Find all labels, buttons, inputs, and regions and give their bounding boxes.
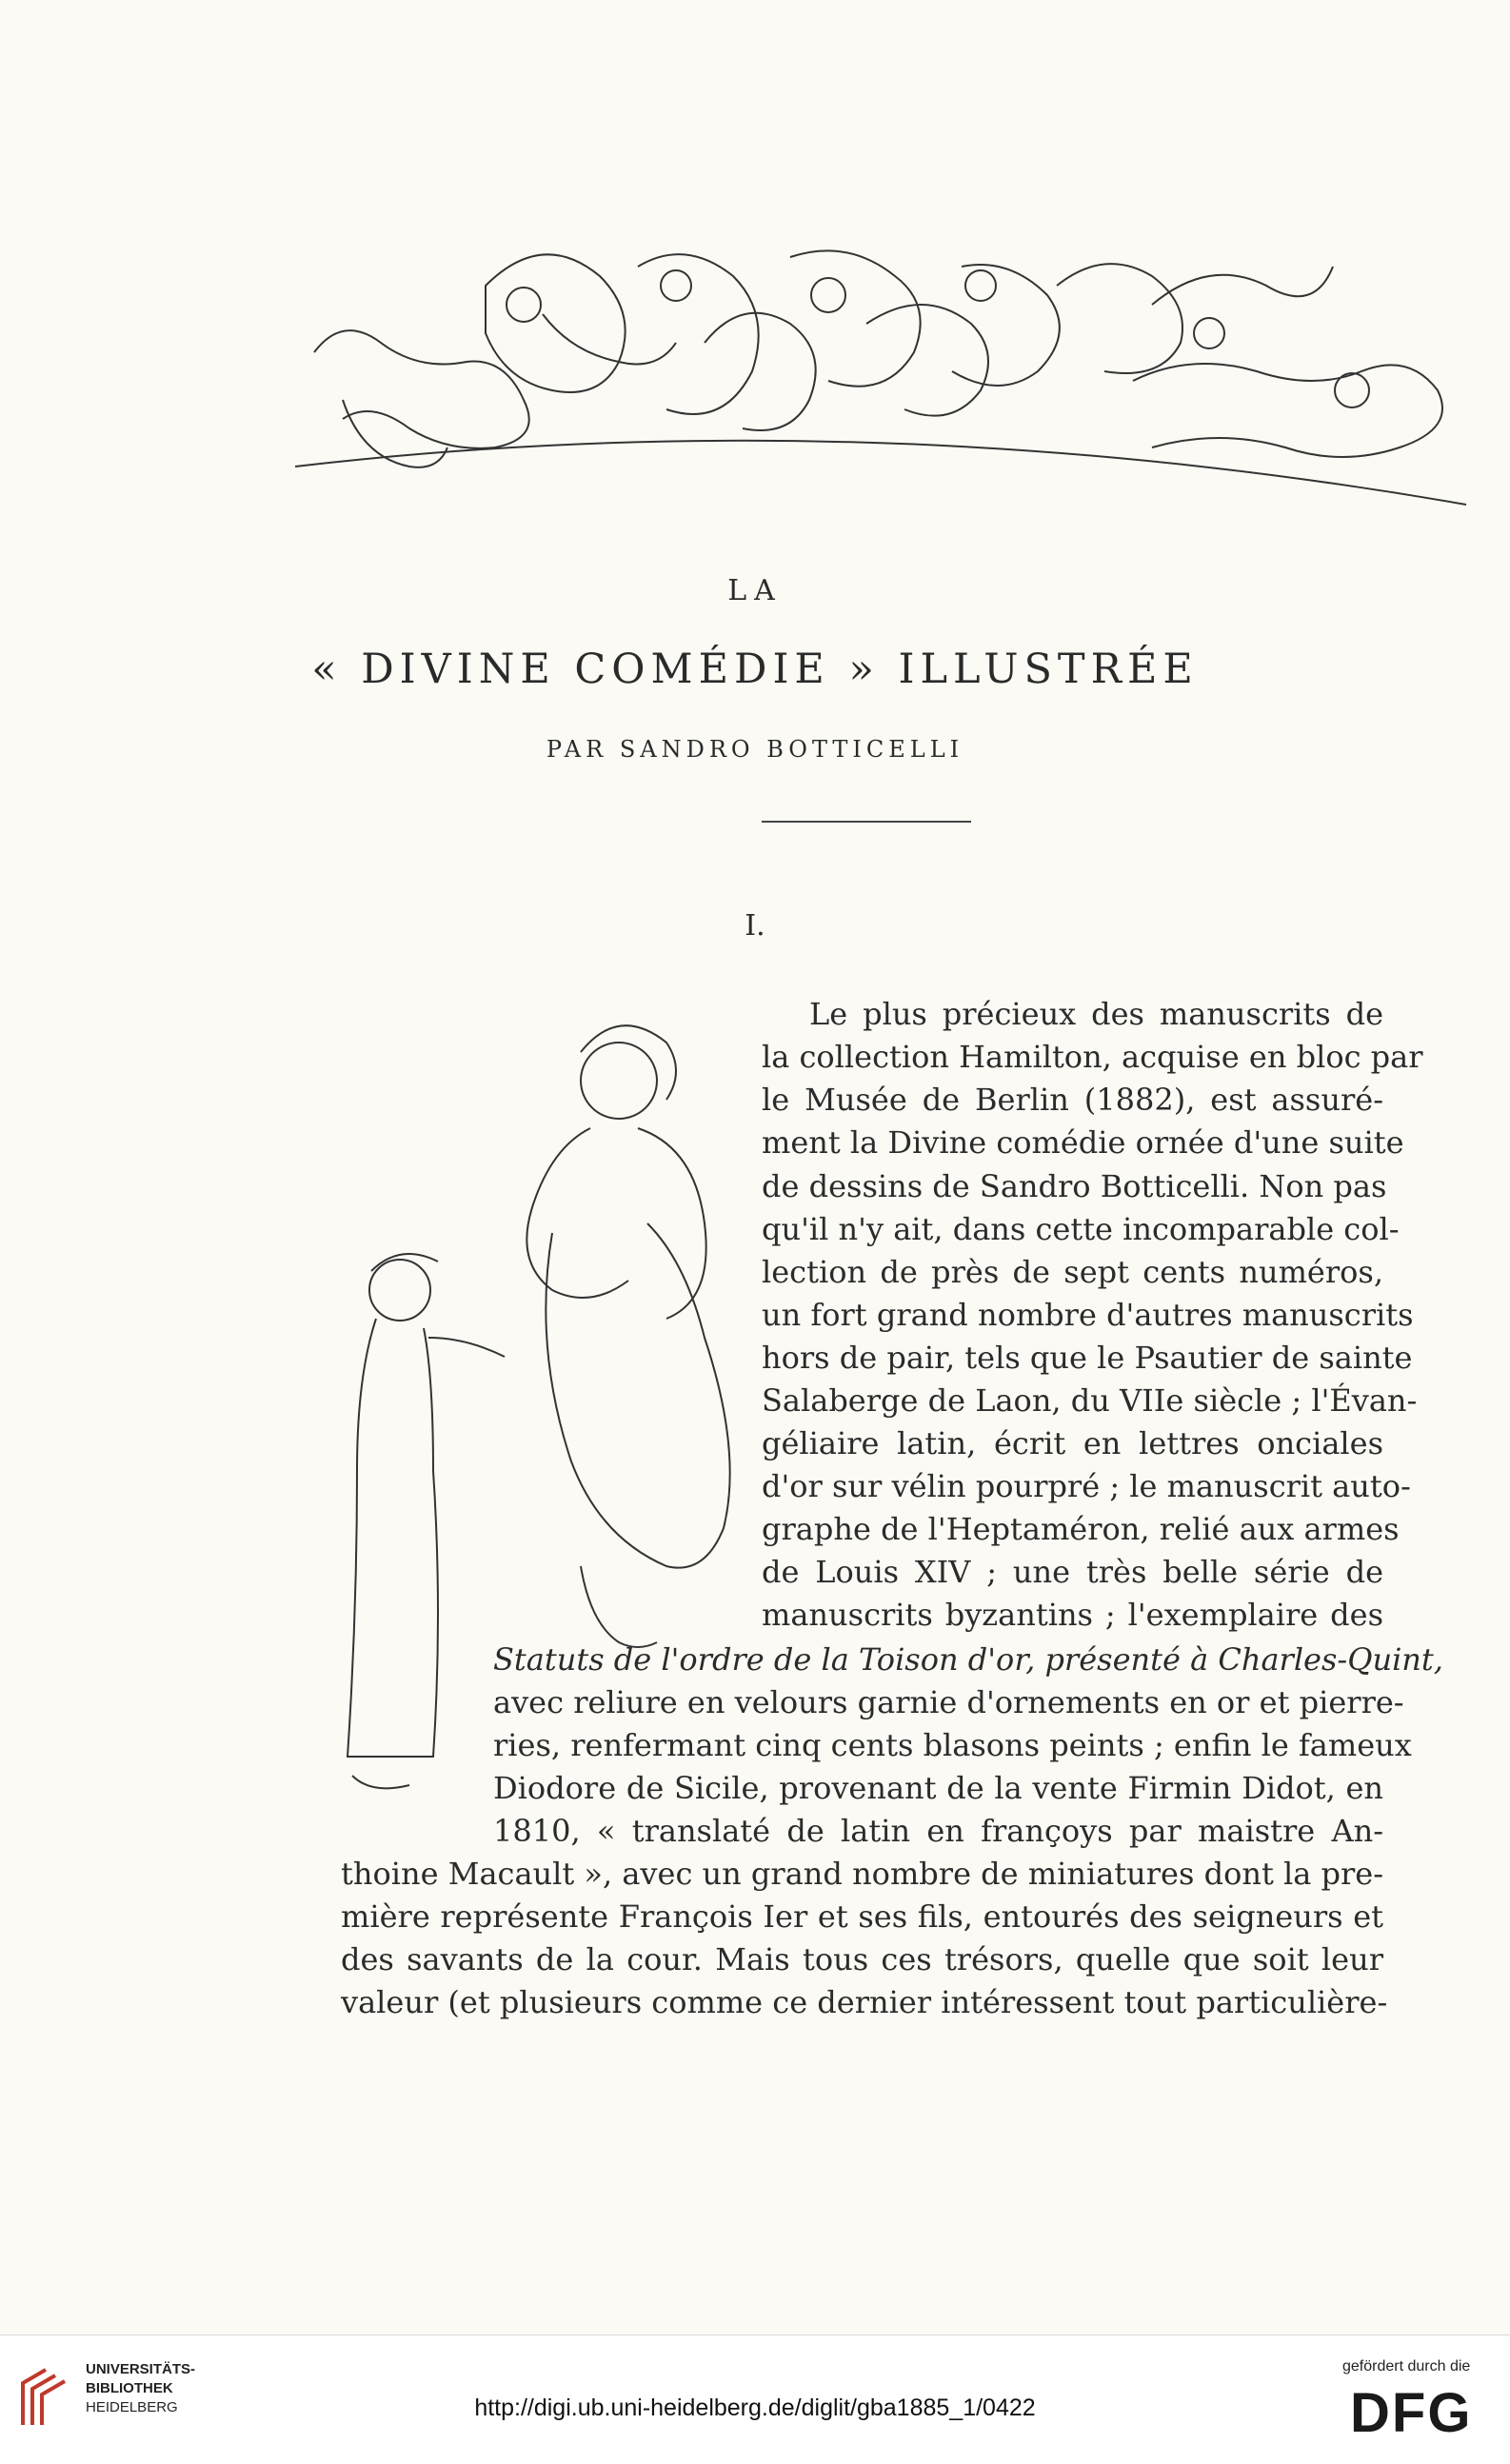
body-line: hors de pair, tels que le Psautier de sainte <box>762 1340 1413 1376</box>
body-line: Le plus précieux des manuscrits de <box>809 996 1383 1032</box>
library-name-line2: BIBLIOTHEK <box>86 2380 173 2396</box>
article-author: PAR SANDRO BOTTICELLI <box>546 736 964 763</box>
library-name-line1: UNIVERSITÄTS- <box>86 2361 196 2377</box>
body-line: valeur (et plusieurs comme ce dernier intéressent tout particulière- <box>341 1984 1388 2020</box>
body-line: ment la Divine comédie ornée d'une suite <box>762 1124 1404 1161</box>
footer-bar <box>0 2335 1510 2464</box>
sponsor-caption: gefördert durch die <box>1342 2358 1471 2375</box>
permalink-url[interactable]: http://digi.ub.uni-heidelberg.de/diglit/gba1885_1/0422 <box>474 2394 1036 2421</box>
body-line: Salaberge de Laon, du VIIe siècle ; l'Évan- <box>762 1382 1418 1419</box>
body-line: un fort grand nombre d'autres manuscrits <box>762 1297 1414 1333</box>
article-title: « DIVINE COMÉDIE » ILLUSTRÉE <box>311 646 1199 693</box>
body-line: graphe de l'Heptaméron, relié aux armes <box>762 1511 1400 1547</box>
body-line: de Louis XIV ; une très belle série de <box>762 1554 1383 1590</box>
body-line: manuscrits byzantins ; l'exemplaire des <box>762 1597 1383 1633</box>
body-line: 1810, « translaté de latin en françoys par maistre An- <box>493 1813 1383 1849</box>
body-line: de dessins de Sandro Botticelli. Non pas <box>762 1168 1387 1204</box>
library-name-line3: HEIDELBERG <box>86 2399 178 2415</box>
body-line: qu'il n'y ait, dans cette incomparable col- <box>762 1211 1400 1247</box>
body-line: géliaire latin, écrit en lettres onciales <box>762 1425 1383 1461</box>
body-line: des savants de la cour. Mais tous ces trésors, quelle que soit leur <box>341 1941 1383 1977</box>
body-line: avec reliure en velours garnie d'ornements en or et pierre- <box>493 1684 1404 1720</box>
body-line: ries, renfermant cinq cents blasons peints ; enfin le fameux <box>493 1727 1412 1763</box>
body-line: mière représente François Ier et ses fils, entourés des seigneurs et <box>341 1898 1383 1935</box>
body-line: la collection Hamilton, acquise en bloc par <box>762 1039 1423 1075</box>
body-line: le Musée de Berlin (1882), est assuré- <box>762 1082 1383 1118</box>
body-line: Statuts de l'ordre de la Toison d'or, présenté à Charles-Quint, <box>493 1641 1443 1678</box>
body-line: thoine Macault », avec un grand nombre de miniatures dont la pre- <box>341 1856 1383 1892</box>
body-line: Diodore de Sicile, provenant de la vente Firmin Didot, en <box>493 1770 1383 1806</box>
dfg-logo: DFG <box>1350 2382 1473 2444</box>
body-line: lection de près de sept cents numéros, <box>762 1254 1383 1290</box>
body-line: d'or sur vélin pourpré ; le manuscrit auto- <box>762 1468 1411 1504</box>
section-number: I. <box>745 909 765 943</box>
article-prefix: LA <box>727 574 783 607</box>
